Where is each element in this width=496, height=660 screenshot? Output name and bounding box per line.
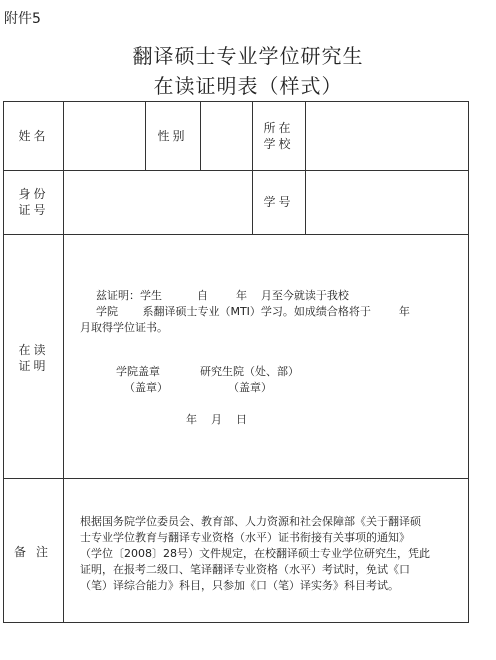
proof-text-line2: 学院 系翻译硕士专业（MTI）学习。如成绩合格将于 年 xyxy=(96,305,410,318)
student-no-label: 学号 xyxy=(263,195,294,209)
form-subtitle: 在读证明表（样式） xyxy=(153,74,343,98)
student-no-field[interactable] xyxy=(306,171,466,233)
remarks-label: 备注 xyxy=(13,545,58,559)
proof-date: 年 月 日 xyxy=(186,413,247,426)
school-label-line2: 学校 xyxy=(263,137,294,151)
school-label-line1: 所在 xyxy=(263,121,294,135)
remarks-line2: 士专业学位教育与翻译专业资格（水平）证书衔接有关事项的通知》 xyxy=(80,531,410,544)
grad-school-seal-note: （盖章） xyxy=(228,381,272,394)
proof-text-line3: 月取得学位证书。 xyxy=(80,321,168,334)
gender-field[interactable] xyxy=(201,103,252,169)
proof-text-line1: 兹证明：学生 自 年 月至今就读于我校 xyxy=(96,289,349,302)
college-seal-note: （盖章） xyxy=(124,381,168,394)
gender-label: 性别 xyxy=(157,129,188,143)
proof-form-table xyxy=(3,101,469,623)
remarks-line3: （学位〔2008〕28号）文件规定，在校翻译硕士专业学位研究生，凭此 xyxy=(80,547,430,560)
remarks-line5: （笔）译综合能力》科目，只参加《口（笔）译实务》科目考试。 xyxy=(80,579,399,592)
name-label: 姓名 xyxy=(18,129,49,143)
proof-label-line1: 在读 xyxy=(18,343,49,357)
school-field[interactable] xyxy=(306,103,466,169)
remarks-line1: 根据国务院学位委员会、教育部、人力资源和社会保障部《关于翻译硕 xyxy=(80,515,421,528)
id-label-line1: 身份 xyxy=(18,187,49,201)
row-divider-3 xyxy=(4,478,468,479)
id-number-field[interactable] xyxy=(64,171,252,233)
row-divider-2 xyxy=(4,234,468,235)
name-field[interactable] xyxy=(64,103,145,169)
annex-label: 附件5 xyxy=(4,11,41,27)
proof-label-line2: 证明 xyxy=(18,359,49,373)
form-title: 翻译硕士专业学位研究生 xyxy=(132,44,364,68)
id-label-line2: 证号 xyxy=(18,203,49,217)
grad-school-seal-label: 研究生院（处、部） xyxy=(200,365,299,378)
remarks-line4: 证明，在报考二级口、笔译翻译专业资格（水平）考试时，免试《口 xyxy=(80,563,410,576)
college-seal-label: 学院盖章 xyxy=(116,365,160,378)
